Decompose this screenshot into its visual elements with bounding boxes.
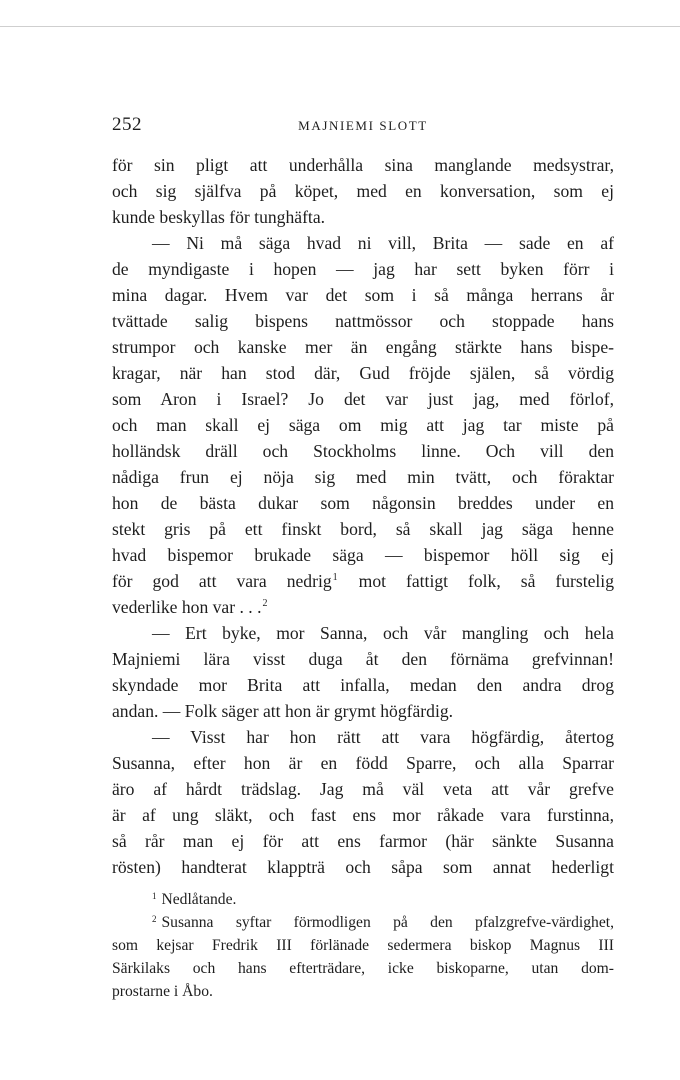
page-number: 252 <box>112 114 142 135</box>
footnote-ref-1: 1 <box>332 572 338 583</box>
text-line: hon de bästa dukar som någonsin breddes under en <box>112 493 614 513</box>
text-line-with-footnote-ref <box>112 568 614 594</box>
text-line: holländsk dräll och Stockholms linne. Och vill den <box>112 441 614 461</box>
text-line: Majniemi lära visst duga åt den förnäma grefvinnan! <box>112 649 614 669</box>
footnote-2 <box>112 911 614 934</box>
text-line: rösten) handterat klappträ och såpa som annat hederligt <box>112 857 614 877</box>
text-line: de myndigaste i hopen — jag har sett byken förr i <box>112 259 614 279</box>
text-segment: vederlike hon var . . . <box>112 597 262 617</box>
text-line: kragar, när han stod där, Gud fröjde själen, så vördig <box>112 363 614 383</box>
text-line: så rår man ej för att ens farmor (här sänkte Susanna <box>112 831 614 851</box>
footnote-text: Susanna syftar förmodligen på den pfalzgrefve-värdighet, <box>161 914 614 931</box>
text-segment: för god att vara nedrig <box>112 571 332 591</box>
footnote-1 <box>112 888 614 911</box>
text-line: nådiga frun ej nöja sig med min tvätt, och föraktar <box>112 467 614 487</box>
text-line: som Aron i Israel? Jo det var just jag, med förlof, <box>112 389 614 409</box>
text-line: äro af hårdt trädslag. Jag må väl veta att vår grefve <box>112 779 614 799</box>
text-line: för sin pligt att underhålla sina manglande medsystrar, <box>112 155 614 175</box>
text-line: mina dagar. Hvem var det som i så många herrans år <box>112 285 614 305</box>
footnote-text: Nedlåtande. <box>161 891 237 908</box>
footnote-ref-2: 2 <box>262 598 268 609</box>
text-line: — Ert byke, mor Sanna, och vår mangling och hela <box>152 623 614 643</box>
text-line: kunde beskyllas för tunghäfta. <box>112 207 326 227</box>
text-line: Susanna, efter hon är en född Sparre, och alla Sparrar <box>112 753 614 773</box>
text-line-with-footnote-ref <box>112 594 614 620</box>
footnote-line: som kejsar Fredrik III förlänade sedermera biskop Magnus III <box>112 937 614 954</box>
text-line: skyndade mor Brita att infalla, medan den andra drog <box>112 675 614 695</box>
text-line: och man skall ej säga om mig att jag tar miste på <box>112 415 614 435</box>
footnote-mark: 1 <box>152 891 157 901</box>
text-line: är af ung släkt, och fast ens mor råkade vara furstinna, <box>112 805 614 825</box>
text-segment: mot fattigt folk, så furstelig <box>358 571 614 591</box>
text-line: och sig själfva på köpet, med en konversation, som ej <box>112 181 614 201</box>
footnote-line: Särkilaks och hans efterträdare, icke biskoparne, utan dom- <box>112 960 614 977</box>
page-header <box>112 114 614 140</box>
footnote-mark: 2 <box>152 914 157 924</box>
text-line: — Ni må säga hvad ni vill, Brita — sade en af <box>152 233 614 253</box>
body-text <box>112 152 614 880</box>
footnotes <box>112 888 614 1003</box>
running-title: MAJNIEMI SLOTT <box>298 118 428 133</box>
text-line: — Visst har hon rätt att vara högfärdig, återtog <box>152 727 614 747</box>
text-line: andan. — Folk säger att hon är grymt högfärdig. <box>112 701 454 721</box>
text-line: stekt gris på ett finskt bord, så skall jag säga henne <box>112 519 614 539</box>
footnote-line: prostarne i Åbo. <box>112 983 213 1000</box>
top-rule <box>0 26 680 27</box>
text-line: hvad bispemor brukade säga — bispemor höll sig ej <box>112 545 614 565</box>
text-line: strumpor och kanske mer än engång stärkte hans bispe- <box>112 337 614 357</box>
text-line: tvättade salig bispens nattmössor och stoppade hans <box>112 311 614 331</box>
